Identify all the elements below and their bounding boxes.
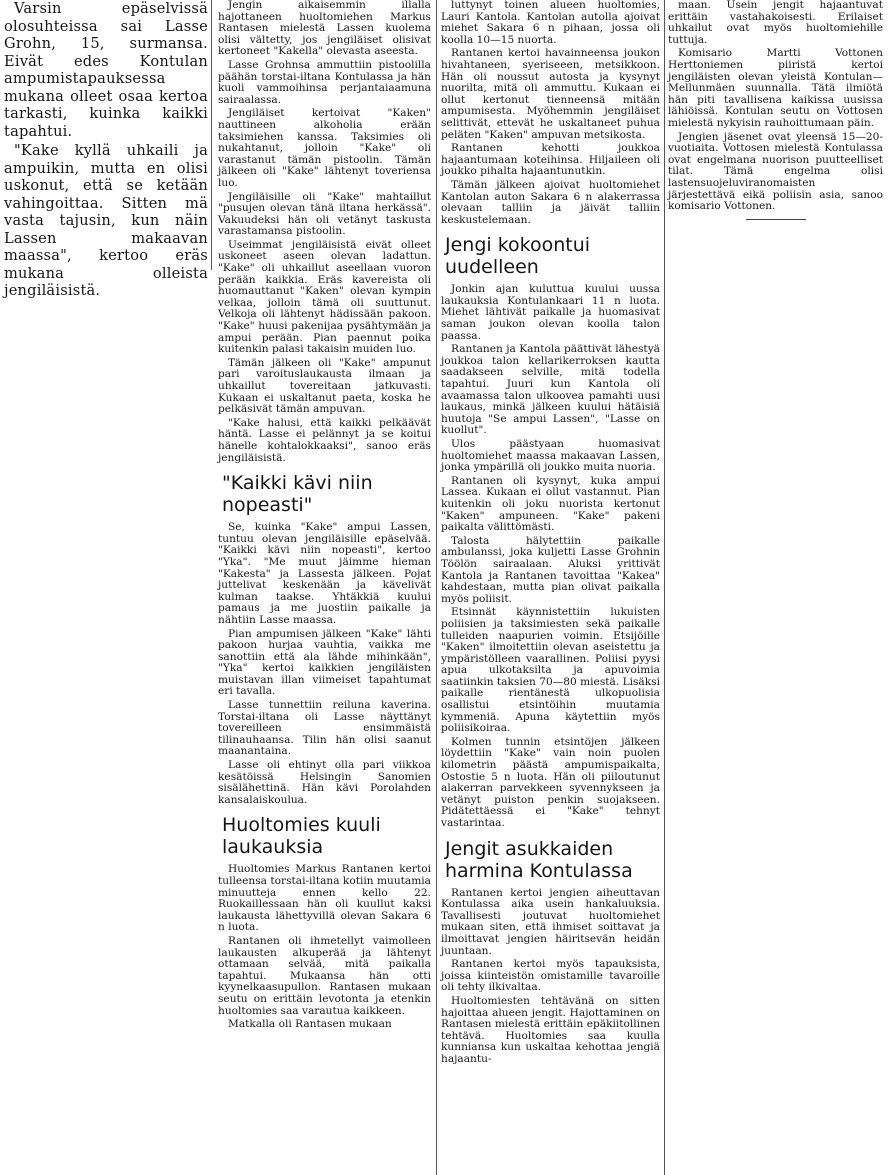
paragraph: Pian ampumisen jälkeen "Kake" lähti pakoon hurjaa vauhtia, vaikka me sanottiin että ala lähde mihinkään", "Yka" kertoi kaikkien jengiläisten muistavan illan viimeiset tapahtumat eri tavalla.: [218, 627, 431, 698]
column-2: [218, 0, 431, 1175]
paragraph: Rantanen kehotti joukkoa hajaantumaan koteihinsa. Hiljaileen oli joukko pihalta hajaantunutkin.: [441, 142, 660, 178]
subheading: "Kaikki kävi niin nopeasti": [222, 472, 373, 517]
paragraph: Rantanen oli ihmetellyt vaimolleen laukausten alkuperää ja lähtenyt ottamaan selvää, mitä paikalla tapahtui. Mukaansa hän otti kyynelkaasupullon. Rantasen mukaan seutu on erittäin levotonta ja etenkin huoltomies saa varautua kaikkeen.: [218, 934, 431, 1017]
paragraph: Rantanen kertoi myös tapauksista, joissa kiinteistön omistamille tavaroille oli tehty ilkivaltaa.: [441, 958, 660, 994]
column-divider: [664, 0, 665, 1175]
paragraph: Lasse tunnettiin reiluna kaverina. Torstai-iltana oli Lasse näyttänyt tovereilleen ensimmäistä tilinauhaansa. Tilin hän olisi saanut maanantaina.: [218, 699, 431, 758]
paragraph: Jengiläisille oli "Kake" mahtaillut "pusujen olevan tänä iltana herkässä". Vakuudeksi hän oli vetänyt taskusta varastamansa pistoolin.: [218, 190, 431, 238]
paragraph: Huoltomies Markus Rantanen kertoi tulleensa torstai-iltana kotiin muutamia minuutteja ennen kello 22. Ruokaillessaan hän oli kuullut kaksi laukausta lähettyvillä olevan Sakara 6 n luota.: [218, 863, 431, 934]
paragraph: Rantanen oli kysynyt, kuka ampui Lassea. Kukaan ei ollut vastannut. Pian kuitenkin oli joku nuorista kertonut "Kaken" ampuneen. "Kake" pakeni paikalta välittömästi.: [441, 474, 660, 534]
paragraph: Matkalla oli Rantasen mukaan: [228, 1018, 392, 1031]
subheading: Huoltomies kuuli laukauksia: [222, 814, 381, 859]
paragraph: "Kake halusi, että kaikki pelkäävät häntä. Lasse ei pelännyt ja se koitui hänelle kohtalokkaaksi", sanoo eräs jengiläisistä.: [218, 416, 431, 464]
subheading: Jengit asukkaiden harmina Kontulassa: [445, 837, 633, 882]
paragraph: luttynyt toinen alueen huoltomies, Lauri Kantola. Kantolan autolla ajoivat miehet Sakara 6 n pihaan, jossa oli koolla 10—15 nuorta.: [441, 0, 660, 46]
paragraph: "Kake kyllä uhkaili ja ampuikin, mutta en olisi uskonut, että se ketään vahingoittaa. Sitten mä vasta tajusin, kun näin Lassen makaavan maassa", kertoo eräs mukana olleista jengiläisistä.: [4, 142, 208, 299]
column-1: [4, 0, 208, 299]
paragraph: Rantanen ja Kantola päättivät lähestyä joukkoa talon kellarikerroksen kautta saadakseen selville, mitä todella tapahtui. Juuri kun Kantola oli avaamassa talon ulkoovea pamahti uusi laukaus, minkä jälkeen kuului hätäisiä huutoja "Se ampui Lassen", "Lasse on kuollut".: [441, 343, 660, 437]
paragraph: Komisario Martti Vottonen Herttoniemen piiristä kertoi jengiläisten olevan yleistä Kontulan—Mellunmäen suunnalla. Tätä ilmiötä hän piti tavallisena kaikissa uusissa lähiöissä. Kontulan seutu on Vottosen mielestä nykyisin rauhoittumaan päin.: [668, 47, 883, 129]
paragraph: Huoltomiesten tehtävänä on sitten hajoittaa alueen jengit. Hajottaminen on Rantasen mielestä erittäin epäkiitollinen tehtävä. Huoltomies saa kuulla kunniansa kun uskaltaa kehottaa jengiä hajaantu-: [441, 994, 660, 1065]
column-4: [668, 0, 883, 520]
paragraph: Lasse oli ehtinyt olla pari viikkoa kesätöissä Helsingin Sanomien sisälähettinä. Hän kävi Porolahden kansalaiskoulua.: [218, 759, 431, 806]
paragraph: Rantanen kertoi havainneensa joukon hivahtaneen, syeriseeen, metsikkoon. Hän oli noussut autosta ja kysynyt nuorilta, mitä oli ammuttu. Kukaan ei ollut kertonut tienneensä mitään ampumisesta. Myöhemmin jengiläiset selittivät, ettevät he uskaltaneet puhua peläten "Kaken" ampuvan metsikosta.: [441, 47, 660, 141]
paragraph: Jengiläiset kertoivat "Kaken" nauttineen alkoholia erään taksimiehen kanssa. Taksimies oli nukahtanut, jolloin "Kake" oli varastanut tämän pistoolin. Tämän jälkeen oli "Kake" lähtenyt toveriensa luo.: [218, 107, 431, 189]
column-3: [441, 0, 660, 1175]
paragraph: Jengin aikaisemmin illalla hajottaneen huoltomiehen Markus Rantasen mielestä Lassen kuolema olisi vältetty, jos jengiläiset olisivat kertoneet "Kakella" olevasta aseesta.: [218, 0, 431, 58]
article-end-rule: [746, 219, 806, 220]
subheading: Jengi kokoontui uudelleen: [445, 234, 591, 279]
paragraph: Kolmen tunnin etsintöjen jälkeen löydettiin "Kake" vain noin puolen kilometrin päästä ampumispaikalta, Ostostie 5 n luota. Hän oli piiloutunut alakerran parvekkeen syvennykseen ja vetänyt puiston penkin suojakseen. Pidätettäessä ei "Kake" tehnyt vastarintaa.: [441, 735, 660, 829]
paragraph: Tämän jälkeen oli "Kake" ampunut pari varoituslaukausta ilmaan ja uhkaillut tovereitaan jatkuvasti. Kukaan ei uskaltanut paeta, koska he pelkäsivät tämän ampuvan.: [218, 356, 431, 416]
paragraph: Jengien jäsenet ovat yleensä 15—20-vuotiaita. Vottosen mielestä Kontulassa ovat engelmana nuorison puutteelliset tilat. Tämä engelma olisi lastensuojeluviranomaisten järjestettävä eikä poliisin asia, sanoo komisario Vottonen.: [668, 130, 883, 213]
paragraph: Talosta hälytettiin paikalle ambulanssi, joka kuljetti Lasse Grohnin Töölön sairaalaan. Aluksi yrittivät Kantola ja Rantanen tavoittaa "Kakea" kahdestaan, mutta pian olivat paikalla myös poliisit.: [441, 534, 660, 605]
paragraph: Ulos päästyaan huomasivat huoltomiehet maassa makaavan Lassen, jonka ympärillä oli joukko muita nuoria.: [441, 438, 660, 474]
column-divider: [211, 0, 212, 270]
paragraph: Useimmat jengiläisistä eivät olleet uskoneet aseen olevan ladattun. "Kake" oli uhkaillut aseellaan vuoron perään kaikkia. Eräs kavereista oli huomauttanut "Kaken" olevan kympin velkaa, jolloin tämä oli suuttunut. Velkoja oli lähtenyt hädissään pakoon. "Kake" huusi pakenijaa pysähtymään ja ampui perään. Pian paennut poika kuitenkin palasi takaisin muiden luo.: [218, 238, 431, 356]
paragraph: Etsinnät käynnistettiin lukuisten poliisien ja taksimiesten sekä paikalle tulleiden naapurien voimin. Etsijöille "Kaken" ilmoitettiin olevan aseistettu ja ympäristölleen vaarallinen. Poliisi pyysi apua ulkotaksilta ja apuvoimia saatiinkin taksien 70—80 miestä. Lisäksi paikalle rientänestä ulkopuolisia osallistui etsintöihin muutamia kymmeniä. Apuna käytettiin myös poliisikoiraa.: [441, 606, 660, 735]
column-divider: [436, 0, 437, 1175]
paragraph: Tämän jälkeen ajoivat huoltomiehet Kantolan auton Sakara 6 n alakerrassa olevaan talliin ja jäivät talliin keskustelemaan.: [441, 178, 660, 226]
paragraph: Se, kuinka "Kake" ampui Lassen, tuntuu olevan jengiläisille epäselvää. "Kaikki kävi niin nopeasti", kertoo "Yka". "Me muut jäimme hieman "Kakesta" ja Lassesta jälkeen. Pojat juttelivat keskenään ja kävelivät kulman taakse. Yhtäkkiä kuului pamaus ja me juostiin paikalle ja nähtiin Lasse maassa.: [218, 521, 431, 626]
paragraph: maan. Usein jengit hajaantuvat erittäin vastahakoisesti. Erilaiset uhkailut ovat myös huoltomiehille tuttuja.: [668, 0, 883, 46]
paragraph: Jonkin ajan kuluttua kuului uussa laukauksia Kontulankaari 11 n luota. Miehet lähtivät paikalle ja huomasivat saman joukon olevan koolla talon paassa.: [441, 283, 660, 342]
paragraph: Lasse Grohnsa ammuttiin pistoolilla päähän torstai-iltana Kontulassa ja hän kuoli vammoihinsa perjantaiaamuna sairaalassa.: [218, 58, 431, 106]
paragraph: Rantanen kertoi jengien aiheuttavan Kontulassa aika usein hankaluuksia. Tavallisesti joutuvat huoltomiehet mukaan siten, että ihmiset soittavat ja ilmoittavat jengien häiritsevän heidän juuntaan.: [441, 886, 660, 957]
paragraph: Varsin epäselvissä olosuhteissa sai Lasse Grohn, 15, surmansa. Eivät edes Kontulan ampumistapauksessa mukana olleet osaa kertoa tarkasti, kuinka kaikki tapahtui.: [4, 0, 208, 140]
